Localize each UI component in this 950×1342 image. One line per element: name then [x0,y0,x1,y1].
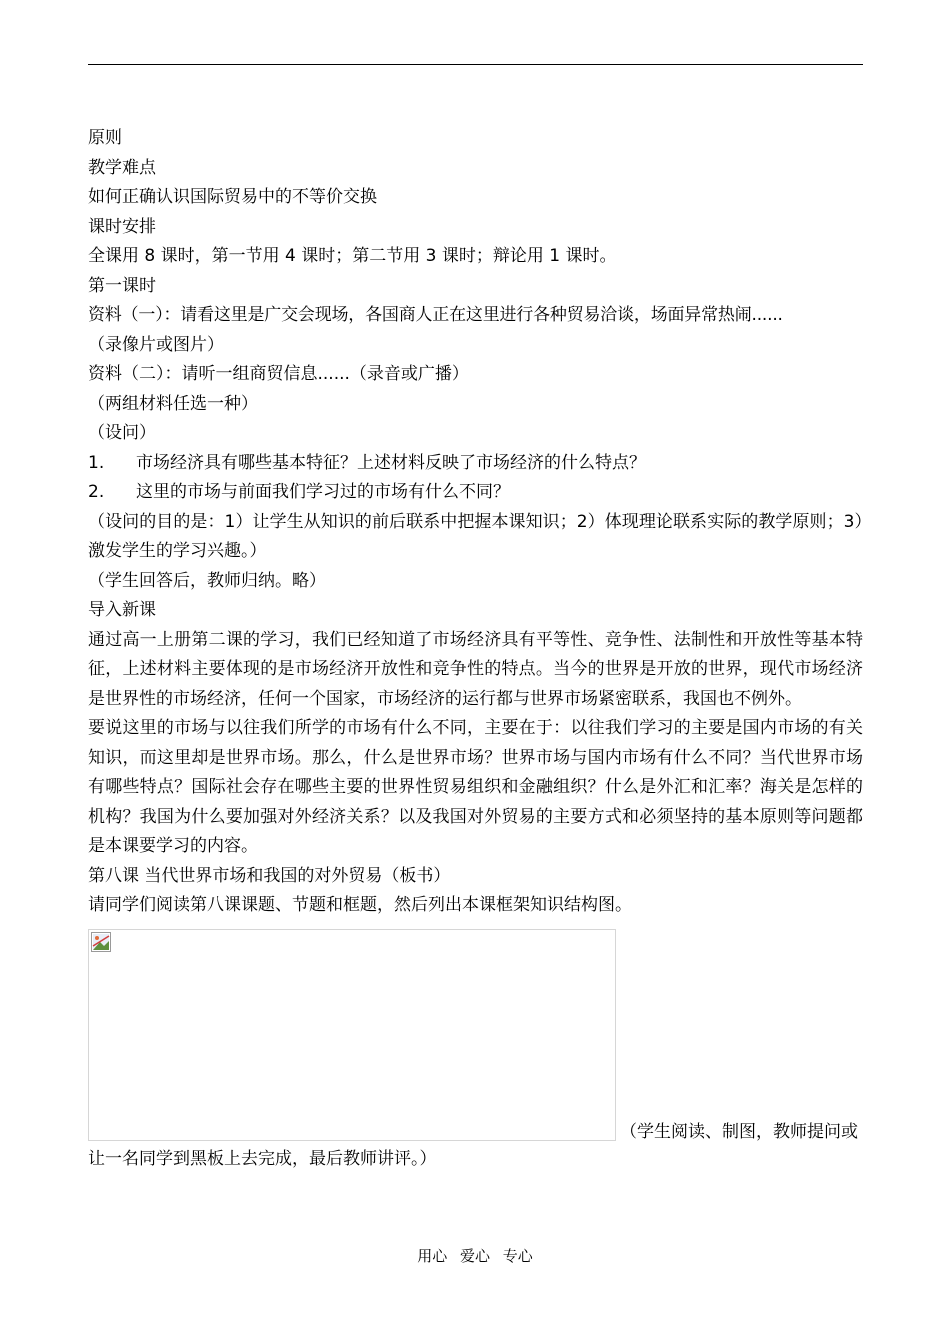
intro-heading: 导入新课 [88,600,156,620]
question-text: 这里的市场与前面我们学习过的市场有什么不同？ [136,482,510,502]
broken-image-icon [91,932,111,952]
student-answer-note: （学生回答后，教师归纳。略） [88,570,326,591]
design-purpose: （设问的目的是：1）让学生从知识的前后联系中把握本课知识；2）体现理论联系实际的教学原则；3）激发学生的学习兴趣。） [88,511,863,561]
question-heading: （设问） [88,423,156,443]
heading-first-lesson: 第一课时 [88,275,156,296]
material-two: 资料（二）：请听一组商贸信息......（录音或广播） [88,364,469,384]
material-one: 资料（一）：请看这里是广交会现场，各国商人正在这里进行各种贸易洽谈，场面异常热闹...... [88,305,783,325]
question-number: 2. [88,482,105,502]
material-choice-note: （两组材料任选一种） [88,393,258,414]
after-image-text: 让一名同学到黑板上去完成，最后教师讲评。） [88,1148,437,1169]
question-item [88,449,863,479]
question-text: 市场经济具有哪些基本特征？上述材料反映了市场经济的什么特点？ [136,452,646,473]
lesson-title: 第八课 当代世界市场和我国的对外贸易（板书） [88,865,451,886]
structure-diagram-placeholder [88,929,616,1141]
intro-paragraph: 要说这里的市场与以往我们所学的市场有什么不同，主要在于：以往我们学习的主要是国内市场的有关知识，而这里却是世界市场。那么，什么是世界市场？世界市场与国内市场有什么不同？当代世界市场有哪些特点？国际社会存在哪些主要的世界性贸易组织和金融组织？什么是外汇和汇率？海关是怎样的机构？我国为什么要加强对外经济关系？以及我国对外贸易的主要方式和必须坚持的基本原则等问题都是本课要学习的内容。 [88,718,863,856]
structure-diagram-row [88,929,863,1145]
question-number: 1. [88,452,105,473]
image-caption: （学生阅读、制图，教师提问或 [620,1121,858,1142]
heading-schedule: 课时安排 [88,216,156,237]
schedule-text: 全课用 8 课时，第一节用 4 课时；第二节用 3 课时；辩论用 1 课时。 [88,246,617,266]
header-rule [88,64,863,65]
line-principle: 原则 [88,128,122,148]
question-item [88,478,863,508]
page-footer: 用心 爱心 专心 [417,1247,533,1265]
material-one-note: （录像片或图片） [88,334,224,355]
reading-task: 请同学们阅读第八课课题、节题和框题，然后列出本课框架知识结构图。 [88,895,632,915]
heading-teaching-difficulty: 教学难点 [88,157,156,178]
intro-paragraph: 通过高一上册第二课的学习，我们已经知道了市场经济具有平等性、竞争性、法制性和开放性等基本特征，上述材料主要体现的是市场经济开放性和竞争性的特点。当今的世界是开放的世界，现代市场经济是世界性的市场经济，任何一个国家，市场经济的运行都与世界市场紧密联系，我国也不例外。 [88,629,863,709]
document-body [88,124,863,1174]
teaching-difficulty-text: 如何正确认识国际贸易中的不等价交换 [88,187,377,207]
